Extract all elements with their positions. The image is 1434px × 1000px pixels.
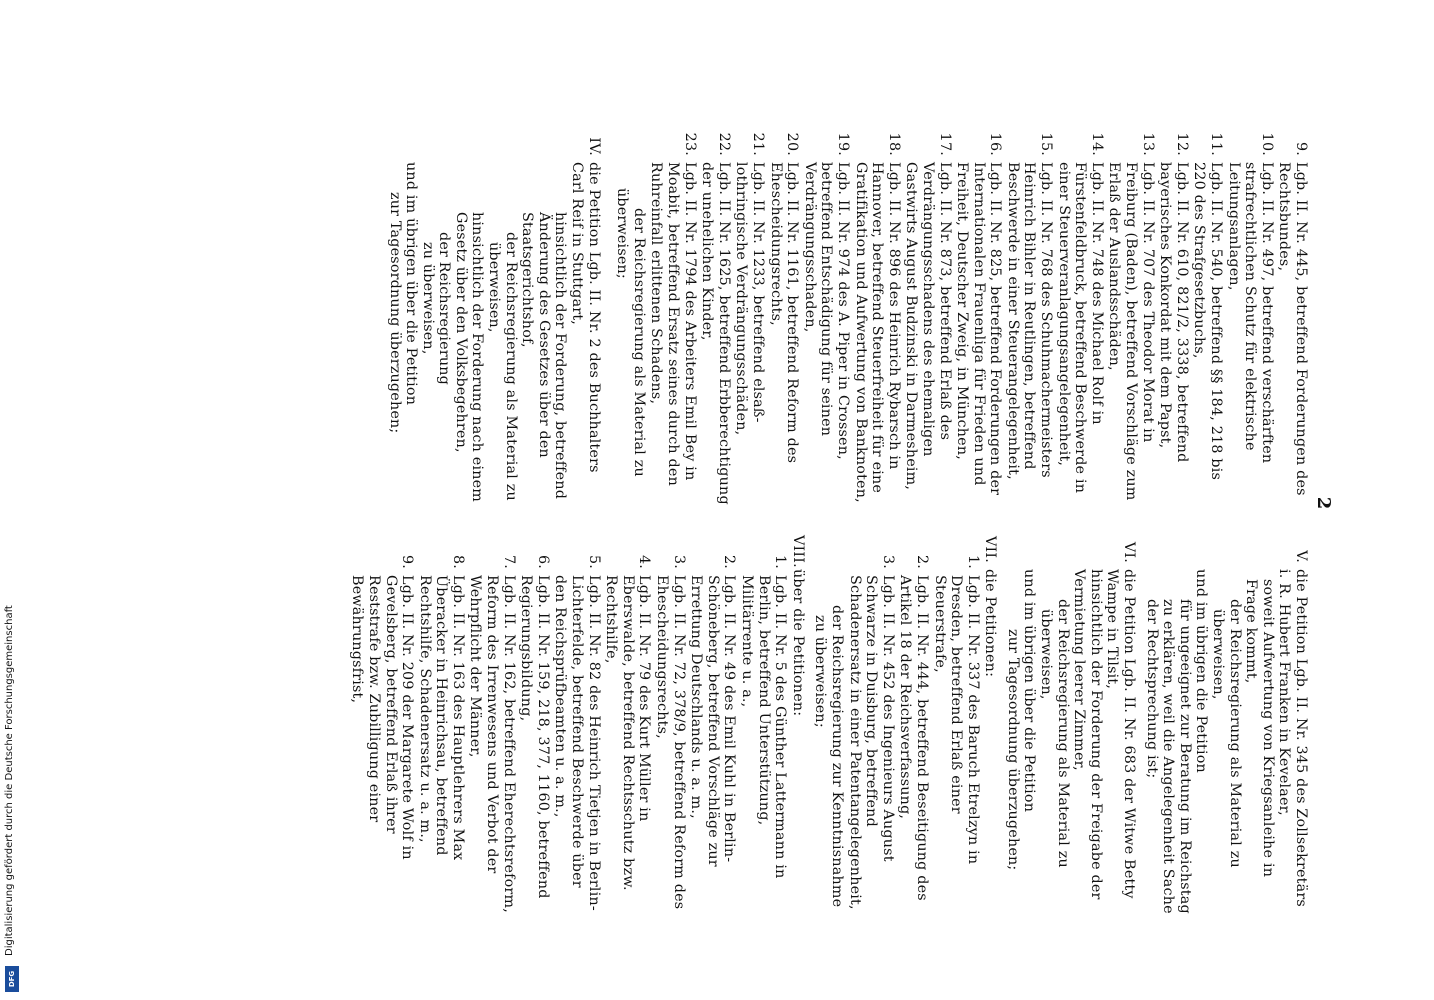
entry-number: 9.: [1293, 141, 1309, 156]
entry-number: 1.: [772, 554, 789, 569]
petition-entry: [1191, 128, 1224, 508]
section-text: zur Tagesordnung überzugehen;: [386, 192, 403, 434]
page-number: 2: [1313, 496, 1334, 510]
petition-entry: [931, 541, 981, 915]
petition-entry: [738, 541, 788, 915]
entry-text: Lgb. II. Nr. 79 des Kurt Müller in Eberswalde, betreffend Rechtsschutz bzw. Rechtshilfe,: [603, 575, 653, 891]
section-vi: [1004, 535, 1137, 915]
petition-entry: [518, 541, 551, 915]
entry-number: 15.: [1038, 132, 1055, 156]
entry-number: 18.: [885, 132, 902, 156]
section-v: [1143, 535, 1309, 915]
credit-text: Digitalisierung gefördert durch die Deutsche Forschungsgemeinschaft: [4, 605, 15, 956]
section-text: zu überweisen;: [812, 615, 829, 728]
entry-number: 2.: [721, 554, 738, 569]
petition-entry: [733, 128, 766, 508]
section-text: die Petition Lgb. II. Nr. 2 des Buchhalters Carl Reif in Stuttgart,: [569, 162, 602, 473]
petition-entry: [349, 541, 415, 915]
left-column: [385, 128, 1309, 508]
entry-number: 6.: [534, 554, 551, 569]
section-viii-list: [349, 535, 788, 915]
section-iv: [386, 128, 602, 508]
section-text: der Reichsregierung: [436, 232, 453, 386]
left-petition-list: [648, 128, 1309, 508]
petition-entry: [688, 541, 738, 915]
section-text: und im übrigen über die Petition: [1021, 569, 1038, 813]
petition-entry: [801, 128, 851, 508]
entry-number: 3.: [879, 554, 896, 569]
petition-entry: [1106, 128, 1156, 508]
section-text: über die Petitionen:: [789, 569, 806, 717]
section-text: und im übrigen über die Petition: [403, 162, 420, 406]
section-vii-list: [846, 535, 981, 915]
section-text: und im übrigen die Petition: [1193, 569, 1210, 773]
petition-entry: [699, 128, 732, 508]
section-viii: [789, 535, 806, 915]
entry-number: 3.: [670, 554, 687, 569]
petition-entry: [1055, 128, 1105, 508]
entry-number: 19.: [834, 132, 851, 156]
petition-entry: [416, 541, 466, 915]
entry-number: 10.: [1258, 132, 1275, 156]
section-text: überweisen,: [486, 242, 503, 333]
entry-number: 16.: [987, 132, 1004, 156]
petition-entry: [552, 541, 602, 915]
entry-number: 1.: [964, 554, 981, 569]
section-text: die Petition Lgb. II. Nr. 345 des Zollsekretärs i. R. Hubert Franken in Kevelaer,: [1276, 569, 1309, 907]
entry-number: 14.: [1088, 132, 1105, 156]
section-text: hinsichtlich der Forderung der Freigabe der Vermietung leerer Zimmer,: [1071, 569, 1104, 900]
petition-entry: [1276, 128, 1309, 508]
section-text: der Reichsregierung als Material zu: [1226, 599, 1243, 868]
petition-entry: [852, 128, 902, 508]
entry-number: 8.: [449, 554, 466, 569]
entry-text: Lgb. II. Nr. 452 des Ingenieurs August Schwarze in Duisburg, betreffend Schadenersatz in einer Patentangelegenheit,: [846, 575, 896, 910]
right-column: [348, 535, 1309, 915]
petition-entry: [603, 541, 653, 915]
section-text: hinsichtlich der Forderung nach einem Gesetz über den Volksbegehren,: [452, 212, 486, 503]
entry-number: 22.: [715, 132, 732, 156]
section-numeral: V.: [1293, 550, 1309, 563]
section-text: für ungeeignet zur Beratung im Reichstag zu erklären, weil die Angelegenheit Sache der Rechtsprechung ist;: [1143, 599, 1193, 914]
entry-text: Lgb. II. Nr. 896 des Heinrich Rybarsch in Hannover, betreffend Steuerfreiheit für eine Gratifikation und Aufwertung von Banknoten,: [852, 162, 902, 503]
section-text: hinsichtlich der Forderung, betreffend Änderung des Gesetzes über den Staatsgerichtshof,: [519, 212, 569, 500]
entry-text: Lgb. II. Nr. 1233, betreffend elsaß-lothringische Verdrängungsschäden,: [733, 162, 766, 436]
section-numeral: VIII.: [789, 535, 806, 568]
entry-text: Lgb. II. Nr. 540, betreffend §§ 184, 218 bis 220 des Strafgesetzbuchs,: [1191, 162, 1225, 481]
section-text: zur Tagesordnung überzugehen;: [1004, 629, 1021, 871]
entry-text: Lgb. II. Nr. 974 des A. Piper in Crossen, betreffend Entschädigung für seinen Verdrängungsschaden,: [801, 162, 851, 460]
entry-number: 2.: [913, 554, 930, 569]
entry-text: Lgb. II. Nr. 209 der Margarete Wolf in Gevelsberg, betreffend Erlaß ihrer Reststrafe bzw. Zubilligung einer Bewährungsfrist,: [349, 575, 416, 860]
entry-number: 20.: [784, 132, 801, 156]
entry-text: Lgb. II. Nr. 5 des Günther Lattermann in Berlin, betreffend Unterstützung, Militärrente u. a.,: [739, 575, 789, 879]
left-close-line: überweisen;: [614, 188, 631, 279]
entry-text: Lgb. II. Nr. 825, betreffend Forderungen der Internationalen Frauenliga für Frieden und Freiheit, Deutscher Zweig, in München,: [954, 162, 1004, 496]
petition-entry: [467, 541, 517, 915]
entry-text: Lgb. II. Nr. 72, 378/9, betreffend Reform des Ehescheidungsrechts,: [654, 575, 687, 910]
petition-entry: [897, 541, 930, 915]
entry-text: Lgb. II. Nr. 1794 des Arbeiters Emil Bey in Moabit, betreffend Ersatz seines durch den Ruhreinfall erlittenen Schadens,: [648, 162, 698, 486]
entry-text: Lgb. II. Nr. 163 des Hauptlehrers Max Überacker in Heinrichsau, betreffend Rechtshilfe, Schadenersatz u. a. m.,: [416, 575, 466, 861]
entry-number: 23.: [681, 132, 698, 156]
digitization-credit: [4, 606, 22, 996]
dfg-logo: DFG: [5, 966, 19, 992]
petition-entry: [1157, 128, 1190, 508]
entry-text: Lgb. II. Nr. 873, betreffend Erlaß des Verdrängungsschadens des ehemaligen Gastwirts August Budzinski in Darmesheim,: [903, 162, 953, 491]
section-numeral: VI.: [1121, 541, 1138, 563]
entry-text: Lgb. II. Nr. 1625, betreffend Erbberechtigung der unehelichen Kinder,: [699, 162, 732, 505]
section-text: der Reichsregierung als Material zu: [1054, 599, 1071, 868]
section-text: der Reichsregierung zur Kenntnisnahme: [828, 605, 845, 908]
entry-text: Lgb. II. Nr. 445, betreffend Forderungen des Rechtsbundes,: [1276, 162, 1309, 496]
section-numeral: VII.: [982, 536, 999, 563]
entry-number: 4.: [636, 554, 653, 569]
petition-entry: [1004, 128, 1054, 508]
entry-text: Lgb. II. Nr. 49 des Emil Kuhl in Berlin-Schöneberg, betreffend Vorschläge zur Errettung Deutschlands u. a. m.,: [688, 575, 738, 867]
entry-text: Lgb. II. Nr. 82 des Heinrich Tietjen in Berlin-Lichterfelde, betreffend Beschwerde über den Reichsprüfbeamten u. a. m.,: [552, 575, 602, 911]
section-text: die Petition Lgb. II. Nr. 683 der Witwe Betty Wampe in Tilsit,: [1104, 569, 1138, 899]
section-text: der Reichsregierung als Material zu: [502, 232, 519, 501]
section-text: zu überweisen,: [419, 242, 436, 355]
entry-number: 12.: [1173, 132, 1190, 156]
petition-entry: [767, 128, 800, 508]
section-text: soweit Aufwertung von Kriegsanleihe in Frage kommt,: [1243, 579, 1276, 878]
petition-entry: [846, 541, 896, 915]
entry-text: Lgb. II. Nr. 707 des Theodor Morat in Freiburg (Baden), betreffend Vorschläge zum Erlaß der Auslandsschäden,: [1106, 162, 1156, 501]
entry-text: Lgb. II. Nr. 610, 821/2, 3338, betreffend bayerisches Konkordat mit dem Papst,: [1157, 162, 1190, 463]
entry-number: 7.: [500, 554, 517, 569]
entry-number: 13.: [1139, 132, 1156, 156]
entry-number: 17.: [936, 132, 953, 156]
petition-entry: [648, 128, 698, 508]
entry-number: 21.: [750, 132, 766, 156]
entry-text: Lgb. II. Nr. 748 des Michael Rolf in Fürstenfeldbruck, betreffend Beschwerde in einer Steuerveranlagungsangelegenheit,: [1055, 162, 1105, 494]
petition-entry: [954, 128, 1004, 508]
petition-entry: [903, 128, 953, 508]
section-text: überweisen,: [1038, 609, 1055, 700]
entry-number: 11.: [1208, 132, 1225, 156]
left-close-line: der Reichsregierung als Material zu: [630, 208, 647, 477]
entry-number: 5.: [585, 554, 602, 569]
petition-entry: [653, 541, 686, 915]
section-text: überweisen,: [1210, 609, 1227, 700]
entry-text: Lgb. II. Nr. 1161, betreffend Reform des Ehescheidungsrechts,: [767, 162, 801, 464]
petition-entry: [1225, 128, 1275, 508]
entry-text: Lgb. II. Nr. 337 des Baruch Etrelzyn in Dresden, betreffend Erlaß einer Steuerstrafe,: [931, 575, 981, 865]
section-numeral: IV.: [585, 137, 602, 156]
entry-text: Lgb. II. Nr. 159, 218, 377, 1160, betreffend Regierungsbildung,: [518, 575, 551, 899]
section-text: die Petitionen:: [982, 569, 999, 678]
entry-text: Lgb. II. Nr. 444, betreffend Beseitigung des Artikel 18 der Reichsverfassung,: [897, 575, 930, 901]
entry-number: 9.: [399, 554, 416, 569]
section-vii: [982, 535, 999, 915]
entry-text: Lgb. II. Nr. 497, betreffend verschärften strafrechtlichen Schutz für elektrische Leitungsanlagen,: [1225, 162, 1275, 464]
entry-text: Lgb. II. Nr. 162, betreffend Eherechtsreform, Reform des Irrenwesens und Verbot der Wehrpflicht der Männer,: [467, 575, 517, 913]
entry-text: Lgb. II. Nr. 768 des Schuhmachermeisters Heinrich Bihler in Reutlingen, betreffend Beschwerde in einer Steuerangelegenheit,: [1004, 162, 1055, 480]
